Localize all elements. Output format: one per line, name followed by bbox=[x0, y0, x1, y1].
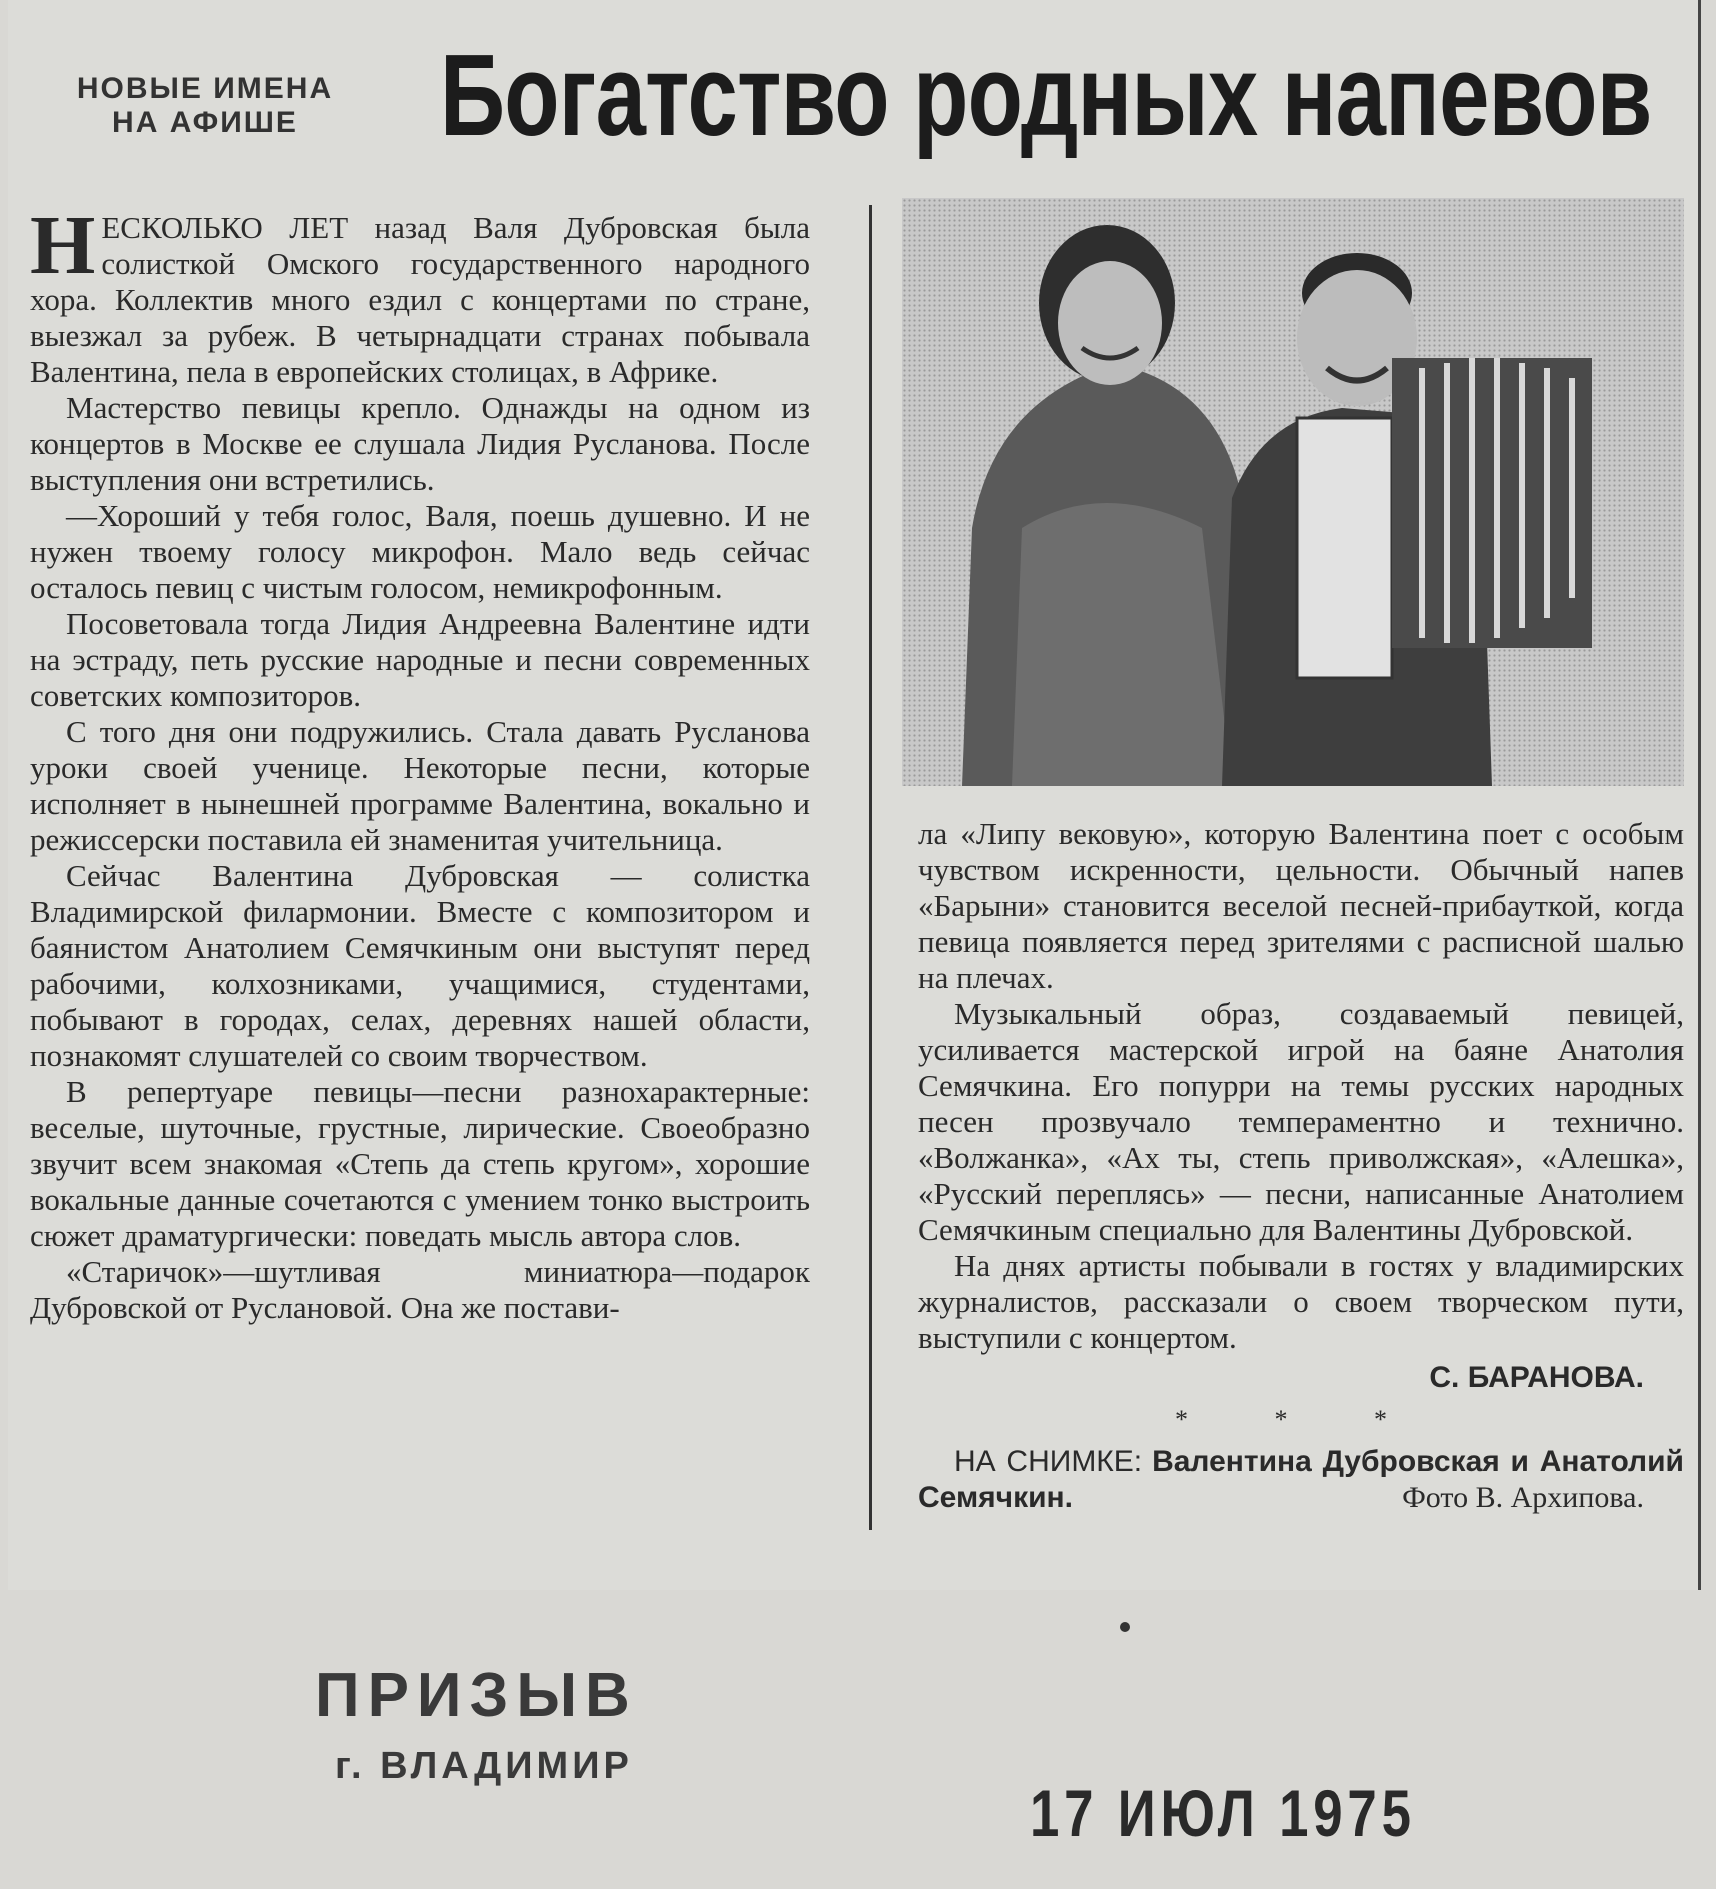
article-lead-paragraph bbox=[30, 199, 810, 390]
article-paragraph: Сейчас Валентина Дубровская — солистка Владимирской филармонии. Вместе с композитором и баянистом Анатолием Семячкиным они выступят перед рабочими, колхозниками, учащимися, студентами, побывают в городах, селах, деревнях нашей области, познакомят слушателей со своим творчеством. bbox=[30, 858, 810, 1073]
article-paragraph: Посоветовала тогда Лидия Андреевна Валентине идти на эстраду, петь русские народные и песни современных советских композиторов. bbox=[30, 606, 810, 713]
ink-dot bbox=[1120, 1622, 1130, 1632]
article-paragraph: Музыкальный образ, создаваемый певицей, усиливается мастерской игрой на баяне Анатолия Семячкина. Его попурри на темы русских народных песен прозвучало темпераментно и технично. «Волжанка», «Ах ты, степь приволжская», «Алешка», «Русский переплясь» — песни, написанные Анатолием Семячкиным специально для Валентины Дубровской. bbox=[918, 996, 1684, 1247]
column-divider bbox=[869, 205, 872, 1530]
article-paragraph: «Старичок»—шутливая миниатюра—подарок Дубровской от Руслановой. Она же постави- bbox=[30, 1254, 810, 1325]
article-paragraph: Мастерство певицы крепло. Однажды на одном из концертов в Москве ее слушала Лидия Русланова. После выступления они встретились. bbox=[30, 390, 810, 497]
caption-label: НА СНИМКЕ: bbox=[954, 1445, 1143, 1478]
photo-credit: Фото В. Архипова. bbox=[1402, 1481, 1644, 1514]
article-paragraph: ла «Липу вековую», которую Валентина поет с особым чувством искренности, цельности. Обычный напев «Барыни» становится веселой песней-прибауткой, когда певица появляется перед зрителями с расписной шалью на плечах. bbox=[918, 816, 1684, 995]
author-signature: С. БАРАНОВА. bbox=[1429, 1361, 1644, 1394]
photo-caption bbox=[918, 1444, 1684, 1516]
lead-text: ЕСКОЛЬКО ЛЕТ назад Валя Дубровская была солисткой Омского государственного народного хора. Коллектив много ездил с концертами по стране, выезжал за рубеж. В четырнадцати странах побывала Валентина, пела в европейских столицах, в Африке. bbox=[30, 210, 810, 389]
photo-singer-and-accordionist bbox=[902, 198, 1684, 786]
date-stamp: 17 ИЮЛ 1975 bbox=[1030, 1776, 1416, 1850]
article-paragraph: На днях артисты побывали в гостях у владимирских журналистов, рассказали о своем творческом пути, выступили с концертом. bbox=[918, 1248, 1684, 1355]
article-paragraph: С того дня они подружились. Стала давать Русланова уроки своей ученице. Некоторые песни, которые исполняет в нынешней программе Валентина, вокально и режиссерски поставила ей знаменитая учительница. bbox=[30, 714, 810, 857]
article-column-left bbox=[30, 199, 810, 1326]
newspaper-name-stamp: ПРИЗЫВ bbox=[315, 1661, 638, 1730]
rubric-label: НОВЫЕ ИМЕНА НА АФИШЕ bbox=[76, 72, 334, 139]
drop-cap: Н bbox=[30, 199, 96, 292]
article-paragraph: В репертуаре певицы—песни разнохарактерные: веселые, шуточные, грустные, лирические. Своеобразно звучит всем знакомая «Степь да степь кругом», хорошие вокальные данные сочетаются с умением тонко выстроить сюжет драматургически: поведать мысль автора слов. bbox=[30, 1074, 810, 1253]
article-paragraph: —Хороший у тебя голос, Валя, поешь душевно. И не нужен твоему голосу микрофон. Мало ведь сейчас осталось певиц с чистым голосом, немикрофонным. bbox=[30, 498, 810, 605]
article-photo bbox=[902, 198, 1684, 786]
article-headline: Богатство родных напевов bbox=[440, 30, 1652, 160]
caption-names: Валентина Дубровская и Анатолий Семячкин. bbox=[918, 1445, 1684, 1514]
newspaper-city-stamp: г. ВЛАДИМИР bbox=[335, 1745, 633, 1787]
separator-stars: * * * bbox=[1175, 1405, 1427, 1434]
article-column-right bbox=[918, 816, 1684, 1516]
